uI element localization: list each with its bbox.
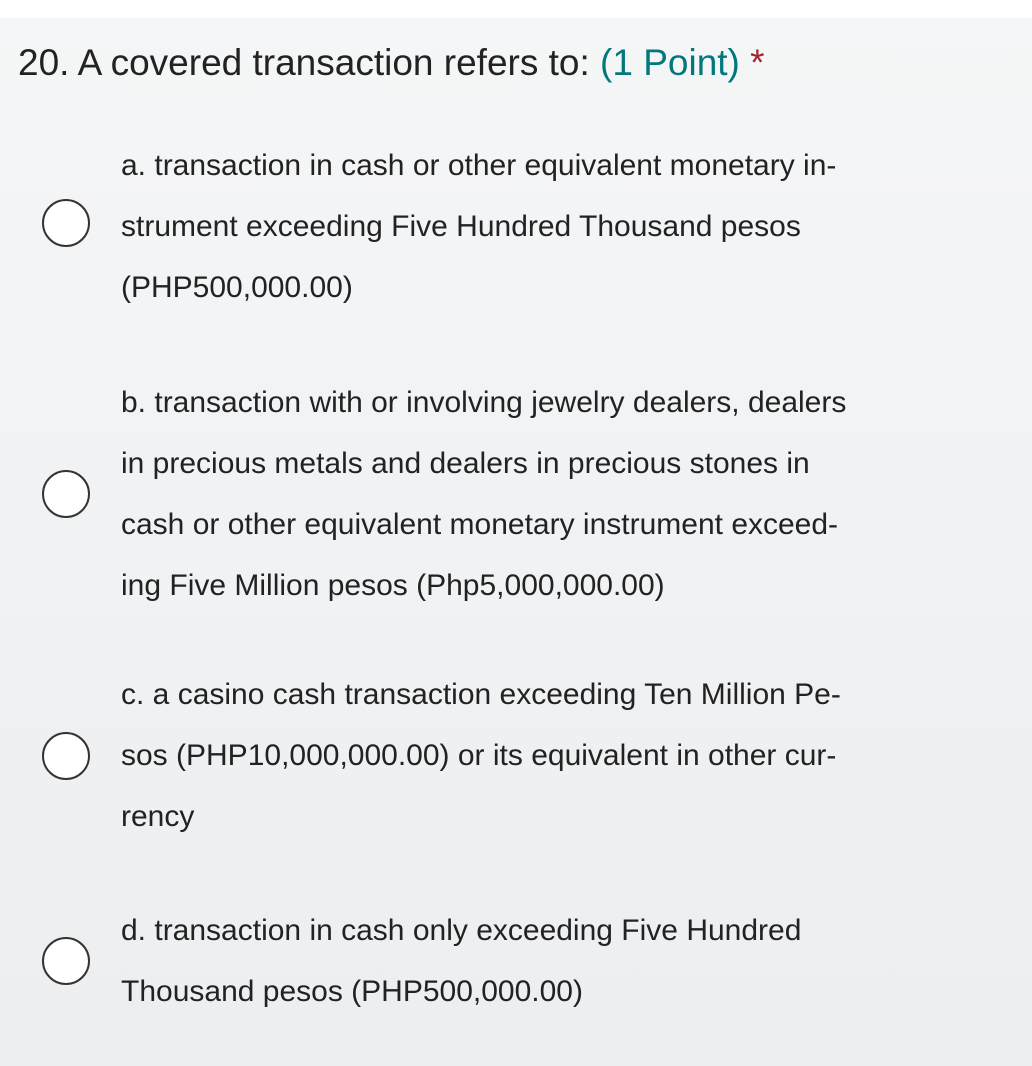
top-strip (0, 0, 1032, 18)
question-text: 20. A covered transaction refers to: (18, 42, 590, 83)
required-marker: * (750, 42, 765, 83)
question-title (18, 38, 765, 88)
radio-button-d[interactable] (42, 937, 90, 985)
option-d-text: d. transaction in cash only exceeding Five Hundred Thousand pesos (PHP500,000.00) (121, 914, 802, 1008)
option-b-text: b. transaction with or involving jewelry dealers, dealers in precious metals and dealers in precious stones in cash or other equivalent monetary instrument exceed- ing Five Million pesos (Php5,000,000.00) (121, 386, 847, 602)
option-a[interactable] (0, 135, 1032, 318)
option-b[interactable] (0, 372, 1032, 616)
radio-button-c[interactable] (42, 732, 90, 780)
option-c[interactable] (0, 664, 1032, 847)
radio-button-a[interactable] (42, 199, 90, 247)
option-a-text: a. transaction in cash or other equivalent monetary in- strument exceeding Five Hundred Thousand pesos (PHP500,000.00) (121, 149, 837, 304)
option-d[interactable] (0, 900, 1032, 1022)
radio-button-b[interactable] (42, 470, 90, 518)
question-points: (1 Point) (600, 42, 740, 83)
option-c-text: c. a casino cash transaction exceeding Ten Million Pe- sos (PHP10,000,000.00) or its equivalent in other cur- rency (121, 678, 841, 833)
